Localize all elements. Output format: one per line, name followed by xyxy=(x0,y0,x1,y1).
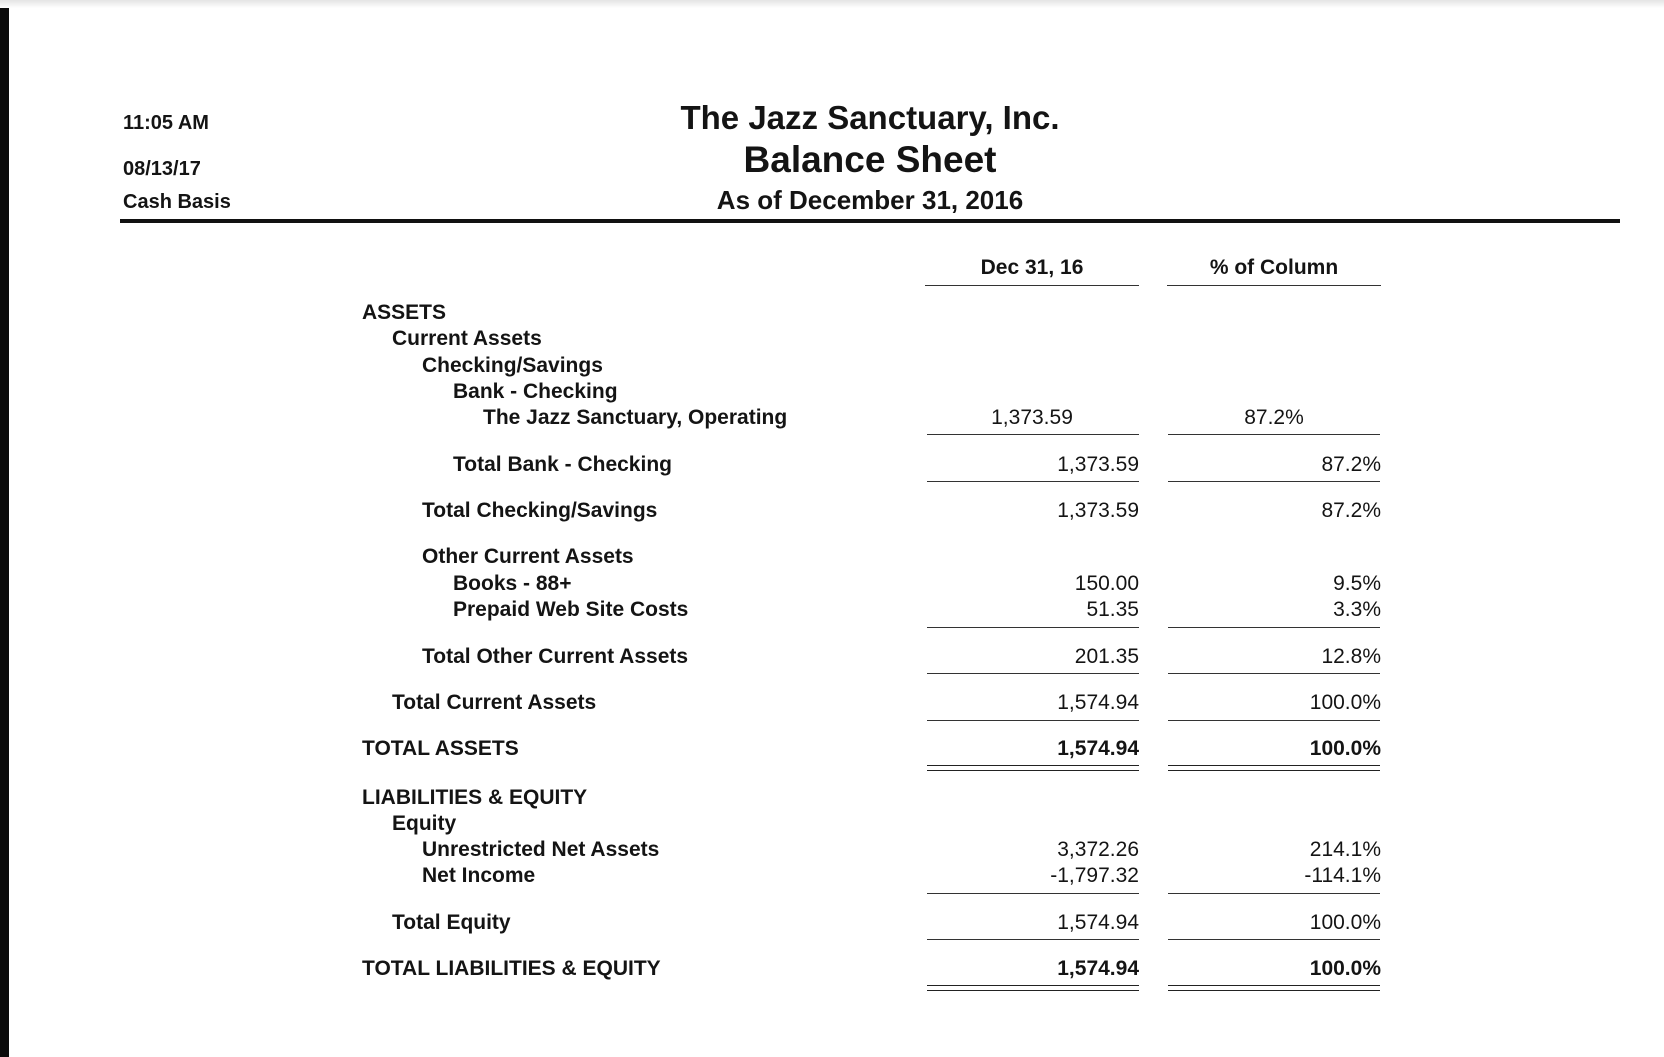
group-heading-checking-savings xyxy=(0,353,1664,379)
row-label: Equity xyxy=(392,812,457,835)
subtotal-rule xyxy=(1168,939,1380,940)
total-row-other-current-assets xyxy=(0,644,1664,670)
row-amount: 150.00 xyxy=(1074,572,1139,595)
row-label: TOTAL LIABILITIES & EQUITY xyxy=(362,957,661,980)
row-label: ASSETS xyxy=(362,301,447,324)
row-amount: 1,373.59 xyxy=(1057,453,1139,476)
row-label: Bank - Checking xyxy=(453,380,618,403)
subtotal-rule xyxy=(1168,673,1380,674)
row-percent: 9.5% xyxy=(1333,572,1381,595)
row-label: Current Assets xyxy=(392,327,542,350)
subtotal-rule xyxy=(927,481,1139,482)
row-amount: -1,797.32 xyxy=(1050,864,1139,887)
row-amount: 1,574.94 xyxy=(1057,957,1139,980)
header-divider xyxy=(120,219,1620,223)
row-label: TOTAL ASSETS xyxy=(362,737,519,760)
grand-total-row-liabilities-equity xyxy=(0,956,1664,982)
subtotal-rule xyxy=(927,720,1139,721)
row-amount: 1,574.94 xyxy=(1057,911,1139,934)
row-percent: 3.3% xyxy=(1333,598,1381,621)
company-name: The Jazz Sanctuary, Inc. xyxy=(680,99,1060,136)
row-amount: 3,372.26 xyxy=(1057,838,1139,861)
total-row-checking-savings xyxy=(0,498,1664,524)
account-row-prepaid-web-site-costs xyxy=(0,597,1664,623)
subtotal-rule xyxy=(1168,627,1380,628)
double-total-rule xyxy=(1168,985,1380,991)
scan-edge xyxy=(0,0,9,1057)
double-total-rule xyxy=(927,985,1139,991)
row-amount: 1,373.59 xyxy=(1057,499,1139,522)
column-header-amount: Dec 31, 16 xyxy=(980,256,1084,279)
row-percent: 100.0% xyxy=(1309,957,1381,980)
row-label: The Jazz Sanctuary, Operating xyxy=(483,406,788,429)
row-percent: -114.1% xyxy=(1304,864,1381,887)
group-heading-other-current-assets xyxy=(0,544,1664,570)
double-total-rule xyxy=(1168,765,1380,771)
row-label: LIABILITIES & EQUITY xyxy=(362,786,588,809)
row-label: Books - 88+ xyxy=(453,572,572,595)
subtotal-rule xyxy=(927,434,1139,435)
total-row-current-assets xyxy=(0,690,1664,716)
row-label: Total Checking/Savings xyxy=(422,499,658,522)
row-percent: 100.0% xyxy=(1309,911,1381,934)
row-label: Total Other Current Assets xyxy=(422,645,689,668)
subtotal-rule xyxy=(1168,481,1380,482)
row-label: Unrestricted Net Assets xyxy=(422,838,660,861)
account-row-operating xyxy=(0,405,1664,431)
row-percent: 87.2% xyxy=(1321,499,1381,522)
row-percent: 214.1% xyxy=(1309,838,1381,861)
subtotal-rule xyxy=(1168,893,1380,894)
report-title: Balance Sheet xyxy=(743,139,997,180)
column-header-underline xyxy=(1167,285,1381,286)
grand-total-row-assets xyxy=(0,736,1664,762)
subtotal-rule xyxy=(927,673,1139,674)
report-basis: Cash Basis xyxy=(123,191,231,213)
row-label: Total Current Assets xyxy=(392,691,597,714)
row-percent: 87.2% xyxy=(1244,406,1304,429)
row-amount: 201.35 xyxy=(1074,645,1139,668)
row-percent: 100.0% xyxy=(1309,691,1381,714)
subtotal-rule xyxy=(927,939,1139,940)
account-row-net-income xyxy=(0,863,1664,889)
row-percent: 12.8% xyxy=(1321,645,1381,668)
report-date: 08/13/17 xyxy=(123,158,201,180)
section-heading-liabilities-equity xyxy=(0,785,1664,811)
total-row-equity xyxy=(0,910,1664,936)
subtotal-rule xyxy=(1168,720,1380,721)
row-label: Checking/Savings xyxy=(422,354,603,377)
row-percent: 87.2% xyxy=(1321,453,1381,476)
account-row-books xyxy=(0,571,1664,597)
column-header-percent: % of Column xyxy=(1209,256,1339,279)
subtotal-rule xyxy=(927,893,1139,894)
section-heading-assets xyxy=(0,300,1664,326)
group-heading-equity xyxy=(0,811,1664,837)
column-header-underline xyxy=(925,285,1139,286)
group-heading-bank-checking xyxy=(0,379,1664,405)
row-label: Total Bank - Checking xyxy=(453,453,672,476)
row-label: Net Income xyxy=(422,864,536,887)
row-amount: 1,574.94 xyxy=(1057,737,1139,760)
subtotal-rule xyxy=(927,627,1139,628)
total-row-bank-checking xyxy=(0,452,1664,478)
account-row-unrestricted-net-assets xyxy=(0,837,1664,863)
row-amount: 1,574.94 xyxy=(1057,691,1139,714)
report-date-range: As of December 31, 2016 xyxy=(716,185,1024,215)
scan-shadow xyxy=(0,0,1664,8)
row-amount: 51.35 xyxy=(1086,598,1139,621)
double-total-rule xyxy=(927,765,1139,771)
row-label: Other Current Assets xyxy=(422,545,634,568)
group-heading-current-assets xyxy=(0,326,1664,352)
row-label: Prepaid Web Site Costs xyxy=(453,598,689,621)
row-amount: 1,373.59 xyxy=(991,406,1073,429)
subtotal-rule xyxy=(1168,434,1380,435)
row-percent: 100.0% xyxy=(1309,737,1381,760)
report-time: 11:05 AM xyxy=(123,112,209,134)
row-label: Total Equity xyxy=(392,911,511,934)
